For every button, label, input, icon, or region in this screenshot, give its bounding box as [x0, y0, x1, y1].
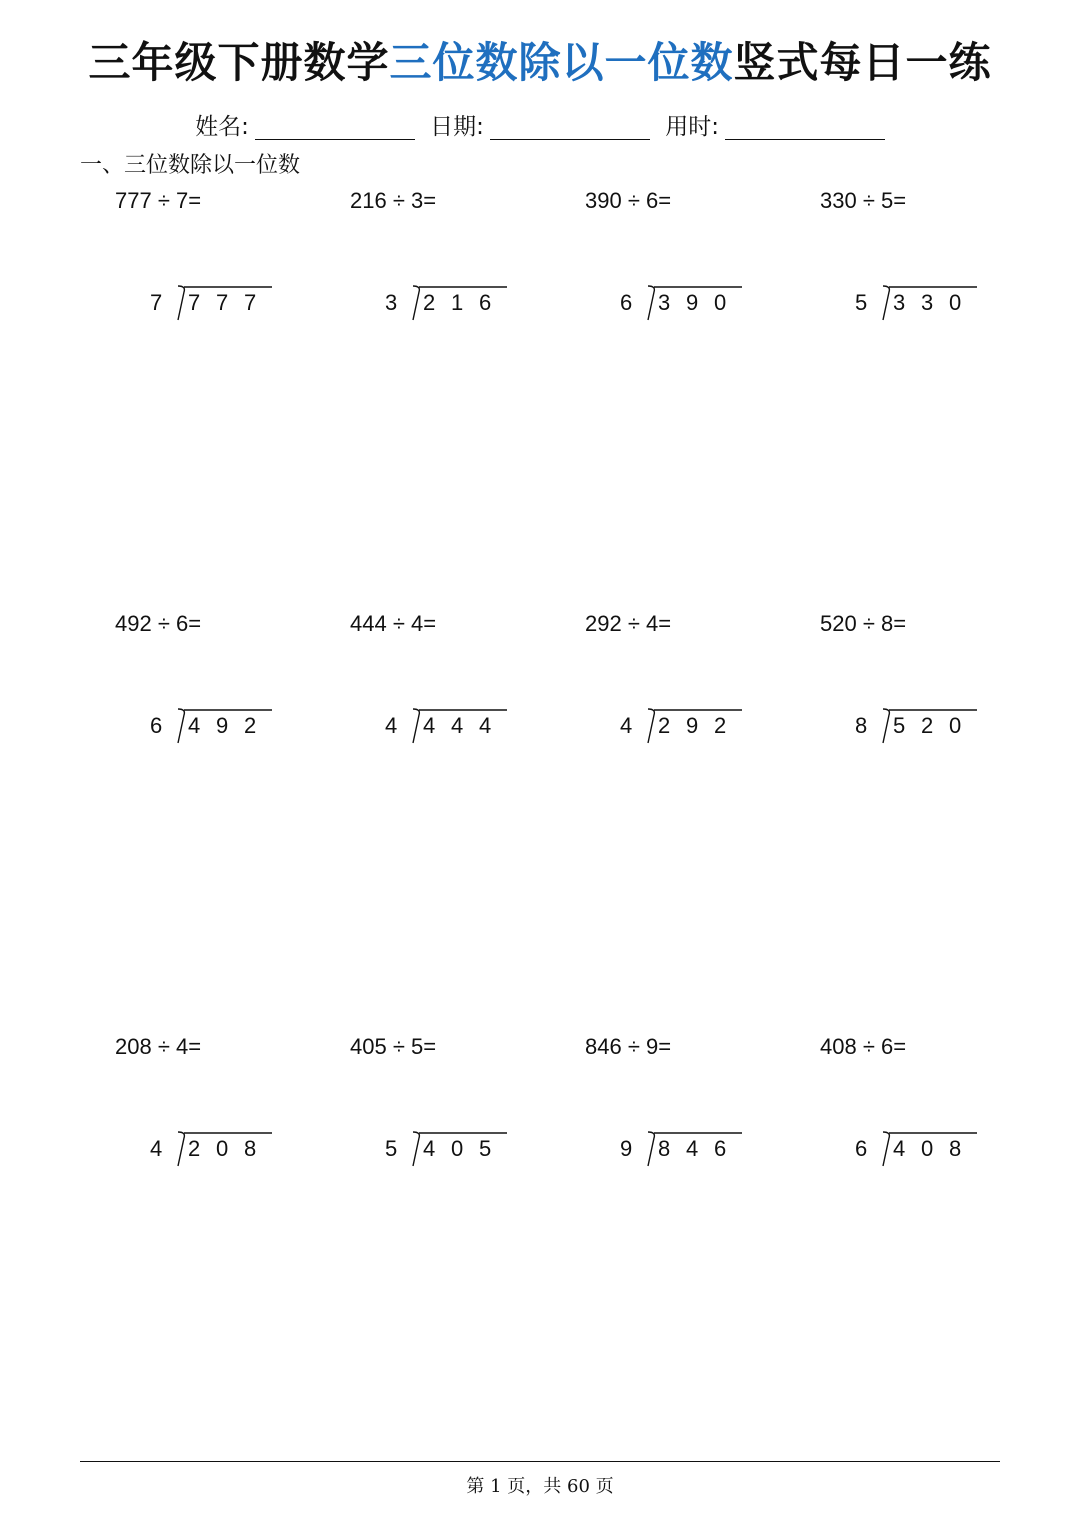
- dividend-digit: 6: [714, 1136, 727, 1161]
- problem-expression: 520 ÷ 8=: [820, 611, 907, 636]
- page-number: 第 1 页，共 60 页: [466, 1476, 614, 1497]
- problem-expression: 408 ÷ 6=: [820, 1034, 907, 1059]
- dividend: [658, 713, 742, 739]
- name-label: 姓名:: [195, 114, 249, 140]
- dividend-digit: 0: [714, 290, 727, 315]
- dividend-digit: 7: [188, 290, 201, 315]
- long-division-bracket: [620, 1132, 760, 1172]
- dividend: [893, 290, 977, 316]
- dividend-digit: 0: [451, 1136, 464, 1161]
- long-division-bracket: [385, 286, 525, 326]
- dividend-digit: 0: [949, 713, 962, 738]
- dividend: [423, 1136, 507, 1162]
- problem-expression: 330 ÷ 5=: [820, 188, 907, 213]
- problem-expression: 216 ÷ 3=: [350, 188, 437, 213]
- long-division-bracket: [855, 709, 995, 749]
- dividend-digit: 2: [921, 713, 934, 738]
- title-prefix: 三年级下册数学: [88, 38, 390, 87]
- dividend-digit: 2: [423, 290, 436, 315]
- dividend: [423, 713, 507, 739]
- divisor: 3: [385, 290, 398, 315]
- dividend-digit: 7: [216, 290, 229, 315]
- divisor: 5: [385, 1136, 398, 1161]
- dividend-digit: 4: [479, 713, 492, 738]
- long-division-bracket: [385, 1132, 525, 1172]
- dividend-digit: 4: [451, 713, 464, 738]
- dividend: [658, 290, 742, 316]
- dividend: [893, 1136, 977, 1162]
- dividend: [188, 290, 272, 316]
- long-division-bracket: [855, 286, 995, 326]
- dividend-digit: 9: [686, 713, 699, 738]
- divisor: 4: [620, 713, 633, 738]
- dividend: [893, 713, 977, 739]
- divisor: 6: [150, 713, 163, 738]
- divisor: 4: [385, 713, 398, 738]
- date-label: 日期:: [430, 114, 484, 140]
- long-division-bracket: [620, 286, 760, 326]
- dividend: [188, 713, 272, 739]
- problem-expression: 444 ÷ 4=: [350, 611, 437, 636]
- problem-expression: 846 ÷ 9=: [585, 1034, 672, 1059]
- dividend-digit: 2: [658, 713, 671, 738]
- divisor: 6: [620, 290, 633, 315]
- dividend-digit: 0: [216, 1136, 229, 1161]
- dividend-digit: 7: [244, 290, 257, 315]
- dividend-digit: 4: [423, 713, 436, 738]
- dividend-digit: 2: [714, 713, 727, 738]
- dividend: [658, 1136, 742, 1162]
- long-division-bracket: [855, 1132, 995, 1172]
- dividend-digit: 3: [658, 290, 671, 315]
- divisor: 9: [620, 1136, 633, 1161]
- problem-expression: 405 ÷ 5=: [350, 1034, 437, 1059]
- problem-expression: 208 ÷ 4=: [115, 1034, 202, 1059]
- problem-expression: 390 ÷ 6=: [585, 188, 672, 213]
- dividend-digit: 2: [188, 1136, 201, 1161]
- dividend-digit: 4: [423, 1136, 436, 1161]
- dividend-digit: 5: [893, 713, 906, 738]
- dividend: [188, 1136, 272, 1162]
- dividend-digit: 3: [921, 290, 934, 315]
- divisor: 4: [150, 1136, 163, 1161]
- dividend-digit: 0: [921, 1136, 934, 1161]
- section-title: 一、三位数除以一位数: [80, 153, 301, 178]
- title-suffix: 竖式每日一练: [733, 38, 992, 87]
- dividend-digit: 0: [949, 290, 962, 315]
- dividend-digit: 9: [216, 713, 229, 738]
- long-division-bracket: [150, 709, 290, 749]
- problem-expression: 492 ÷ 6=: [115, 611, 202, 636]
- dividend-digit: 5: [479, 1136, 492, 1161]
- dividend-digit: 3: [893, 290, 906, 315]
- long-division-bracket: [150, 286, 290, 326]
- divisor: 8: [855, 713, 868, 738]
- footer-divider: [80, 1461, 1000, 1462]
- problem-expression: 777 ÷ 7=: [115, 188, 202, 213]
- time-label: 用时:: [665, 114, 719, 140]
- long-division-bracket: [620, 709, 760, 749]
- title-highlight: 三位数除以一位数: [389, 38, 734, 87]
- dividend-digit: 8: [244, 1136, 257, 1161]
- dividend: [423, 290, 507, 316]
- dividend-digit: 1: [451, 290, 464, 315]
- divisor: 5: [855, 290, 868, 315]
- long-division-bracket: [150, 1132, 290, 1172]
- long-division-bracket: [385, 709, 525, 749]
- problem-expression: 292 ÷ 4=: [585, 611, 672, 636]
- divisor: 7: [150, 290, 163, 315]
- dividend-digit: 4: [893, 1136, 906, 1161]
- dividend-digit: 2: [244, 713, 257, 738]
- dividend-digit: 4: [686, 1136, 699, 1161]
- dividend-digit: 6: [479, 290, 492, 315]
- dividend-digit: 9: [686, 290, 699, 315]
- dividend-digit: 4: [188, 713, 201, 738]
- divisor: 6: [855, 1136, 868, 1161]
- dividend-digit: 8: [658, 1136, 671, 1161]
- dividend-digit: 8: [949, 1136, 962, 1161]
